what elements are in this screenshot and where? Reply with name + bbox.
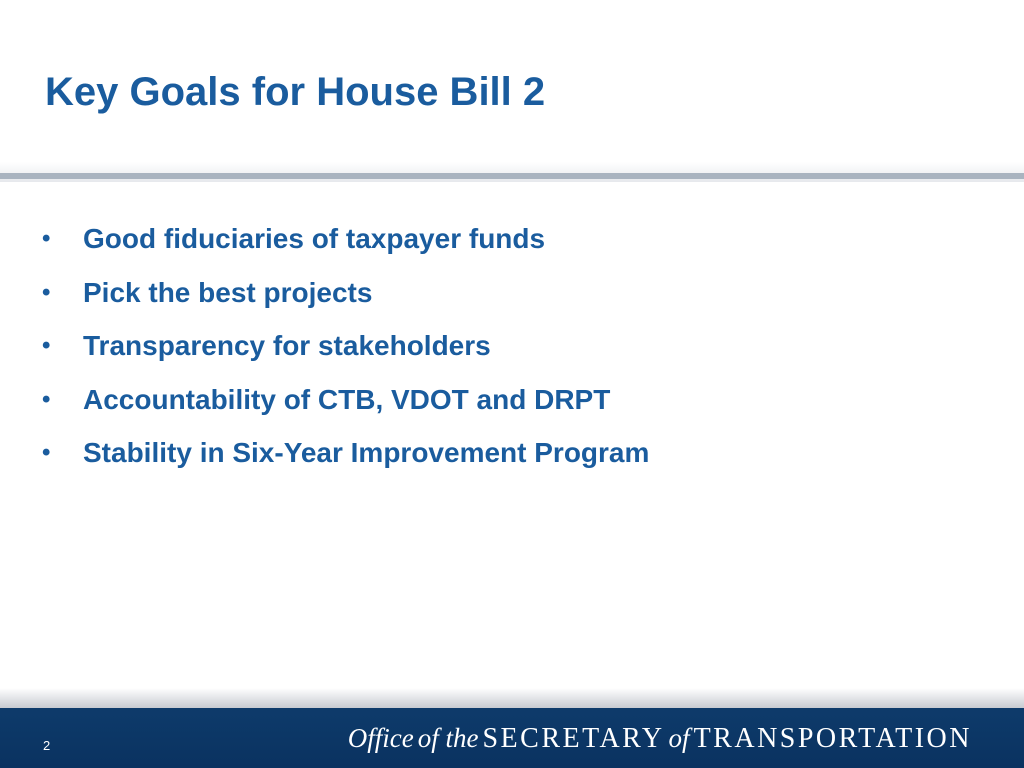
bullet-dot-icon: •: [42, 385, 51, 413]
bullet-text: Stability in Six-Year Improvement Program: [83, 437, 650, 468]
brand-secretary: SECRETARY: [482, 723, 665, 754]
bullet-text: Accountability of CTB, VDOT and DRPT: [83, 383, 611, 415]
bullet-text: Transparency for stakeholders: [83, 330, 491, 361]
footer-shadow: [0, 688, 1024, 710]
bullet-item: [40, 373, 649, 427]
bullet-dot-icon: •: [42, 278, 51, 306]
brand-of-the: of the: [417, 723, 479, 753]
bullet-list: [40, 212, 649, 480]
bullet-item: [40, 266, 649, 320]
page-number: 2: [43, 738, 51, 753]
bullet-text: Good fiduciaries of taxpayer funds: [83, 223, 546, 254]
brand-transportation: TRANSPORTATION: [693, 723, 972, 754]
bullet-dot-icon: •: [42, 225, 51, 252]
brand-of: of: [668, 723, 690, 753]
bullet-text: Pick the best projects: [83, 276, 373, 308]
bullet-dot-icon: •: [42, 439, 51, 466]
brand-office: Office: [347, 723, 414, 753]
title-divider: [0, 173, 1024, 179]
brand-wordmark: [348, 718, 972, 763]
slide-title: Key Goals for House Bill 2: [45, 70, 546, 114]
footer-bar: [0, 708, 1024, 768]
bullet-item: [40, 212, 649, 266]
bullet-item: [40, 426, 649, 480]
title-rule-shadow: [0, 162, 1024, 182]
bullet-dot-icon: •: [42, 332, 51, 359]
bullet-item: [40, 319, 649, 373]
